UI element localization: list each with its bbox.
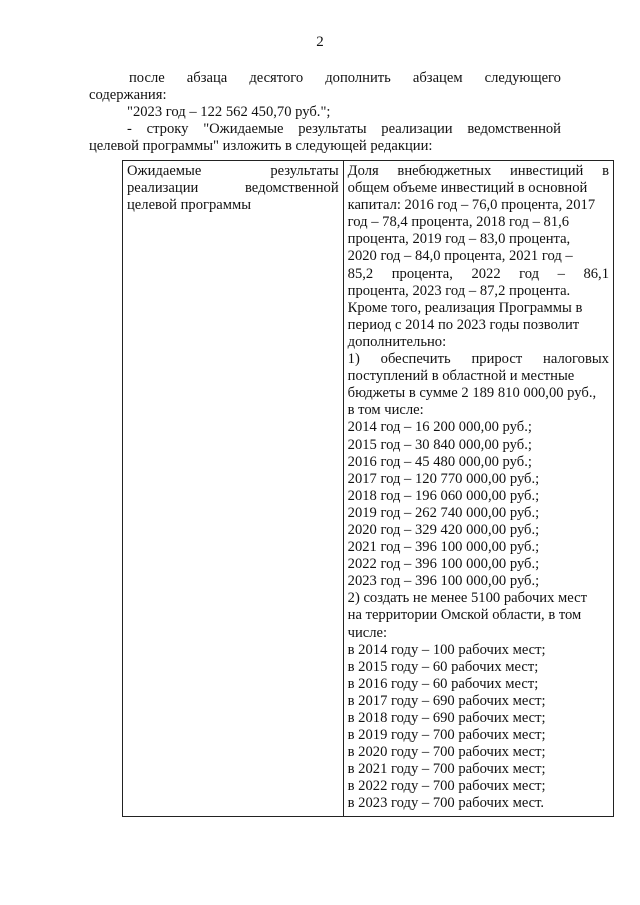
text-line — [127, 163, 339, 180]
intro-text — [89, 70, 561, 155]
text-line: в 2017 году – 690 рабочих мест; — [347, 692, 546, 709]
text-line: в 2016 году – 60 рабочих мест; — [347, 675, 539, 692]
word: инвестиций — [510, 163, 584, 179]
word: налоговых — [543, 351, 609, 368]
word: ведомственной — [467, 121, 561, 137]
word: год — [519, 265, 540, 282]
text-line: в 2015 году – 60 рабочих мест; — [347, 658, 539, 675]
word: следующего — [484, 70, 561, 86]
text-line: в 2019 году – 700 рабочих мест; — [347, 727, 546, 744]
intro-line-3: "2023 год – 122 562 450,70 руб."; — [127, 104, 331, 120]
text-line: капитал: 2016 год – 76,0 процента, 2017 — [347, 197, 596, 214]
word: 1) — [347, 351, 360, 368]
text-line: год – 78,4 процента, 2018 год – 81,6 — [347, 214, 570, 231]
text-line: 2020 год – 84,0 процента, 2021 год – — [347, 248, 573, 265]
text-line: Кроме того, реализация Программы в — [347, 299, 583, 316]
text-line: на территории Омской области, в том — [347, 607, 582, 624]
text-line: процента, 2019 год – 83,0 процента, — [347, 231, 571, 248]
word: в — [602, 163, 609, 179]
word: абзацем — [412, 70, 463, 86]
word: дополнить — [325, 70, 391, 86]
text-line: 2022 год – 396 100 000,00 руб.; — [347, 556, 540, 573]
text-line — [348, 351, 609, 368]
word: абзаца — [186, 70, 228, 86]
word: обеспечить — [380, 351, 451, 368]
text-line: в 2022 году – 700 рабочих мест; — [347, 778, 546, 795]
word: 2022 — [471, 265, 501, 282]
word: 86,1 — [583, 265, 609, 282]
word: строку — [146, 121, 189, 137]
text-line — [348, 163, 609, 180]
word: процента, — [391, 265, 453, 282]
indicator-name-cell — [123, 161, 344, 817]
word: - — [127, 121, 132, 137]
text-line: в 2023 году – 700 рабочих мест. — [347, 795, 545, 812]
text-line: 2023 год – 396 100 000,00 руб.; — [347, 573, 540, 590]
table-row — [123, 161, 614, 817]
text-line: процента, 2023 год – 87,2 процента. — [347, 282, 571, 299]
word: Ожидаемые — [127, 163, 202, 179]
text-line: в 2021 году – 700 рабочих мест; — [347, 761, 546, 778]
text-line — [348, 266, 609, 283]
word: прирост — [471, 351, 523, 368]
word: Доля — [347, 163, 379, 179]
text-line: поступлений в областной и местные — [347, 368, 575, 385]
page-number: 2 — [316, 34, 324, 50]
word: после — [129, 70, 165, 86]
word: результаты — [298, 121, 367, 137]
text-line: бюджеты в сумме 2 189 810 000,00 руб., — [347, 385, 597, 402]
intro-line-1 — [89, 70, 561, 87]
word: "Ожидаемые — [203, 121, 284, 137]
intro-line-2: содержания: — [89, 87, 167, 103]
word: ведомственной — [245, 180, 339, 197]
text-line: 2014 год – 16 200 000,00 руб.; — [347, 419, 532, 436]
intro-line-5: целевой программы" изложить в следующей редакции: — [89, 138, 433, 154]
text-line: 2019 год – 262 740 000,00 руб.; — [347, 504, 540, 521]
word: реализации — [381, 121, 453, 137]
intro-line-4 — [89, 121, 561, 138]
word: – — [557, 265, 565, 282]
text-line — [127, 180, 339, 197]
text-line: в 2020 году – 700 рабочих мест; — [347, 744, 546, 761]
word: 85,2 — [347, 265, 374, 282]
text-line: 2017 год – 120 770 000,00 руб.; — [347, 470, 540, 487]
text-line: 2) создать не менее 5100 рабочих мест — [347, 590, 587, 607]
text-line: 2016 год – 45 480 000,00 руб.; — [347, 453, 532, 470]
text-line: дополнительно: — [347, 333, 447, 350]
text-line: числе: — [347, 624, 388, 641]
text-line: 2021 год – 396 100 000,00 руб.; — [347, 539, 540, 556]
indicator-value-cell — [343, 161, 613, 817]
text-line: целевой программы — [127, 197, 252, 214]
text-line: в 2014 году – 100 рабочих мест; — [347, 641, 546, 658]
text-line: общем объеме инвестиций в основной — [347, 180, 588, 197]
word: результаты — [270, 163, 339, 179]
text-line: в том числе: — [347, 402, 424, 419]
program-results-table — [122, 160, 614, 817]
word: десятого — [249, 70, 304, 86]
word: внебюджетных — [397, 163, 492, 179]
text-line: период с 2014 по 2023 годы позволит — [347, 316, 580, 333]
text-line: 2020 год – 329 420 000,00 руб.; — [347, 521, 540, 538]
text-line: 2018 год – 196 060 000,00 руб.; — [347, 487, 540, 504]
text-line: в 2018 году – 690 рабочих мест; — [347, 710, 546, 726]
text-line: 2015 год – 30 840 000,00 руб.; — [347, 436, 532, 453]
word: реализации — [127, 180, 199, 197]
